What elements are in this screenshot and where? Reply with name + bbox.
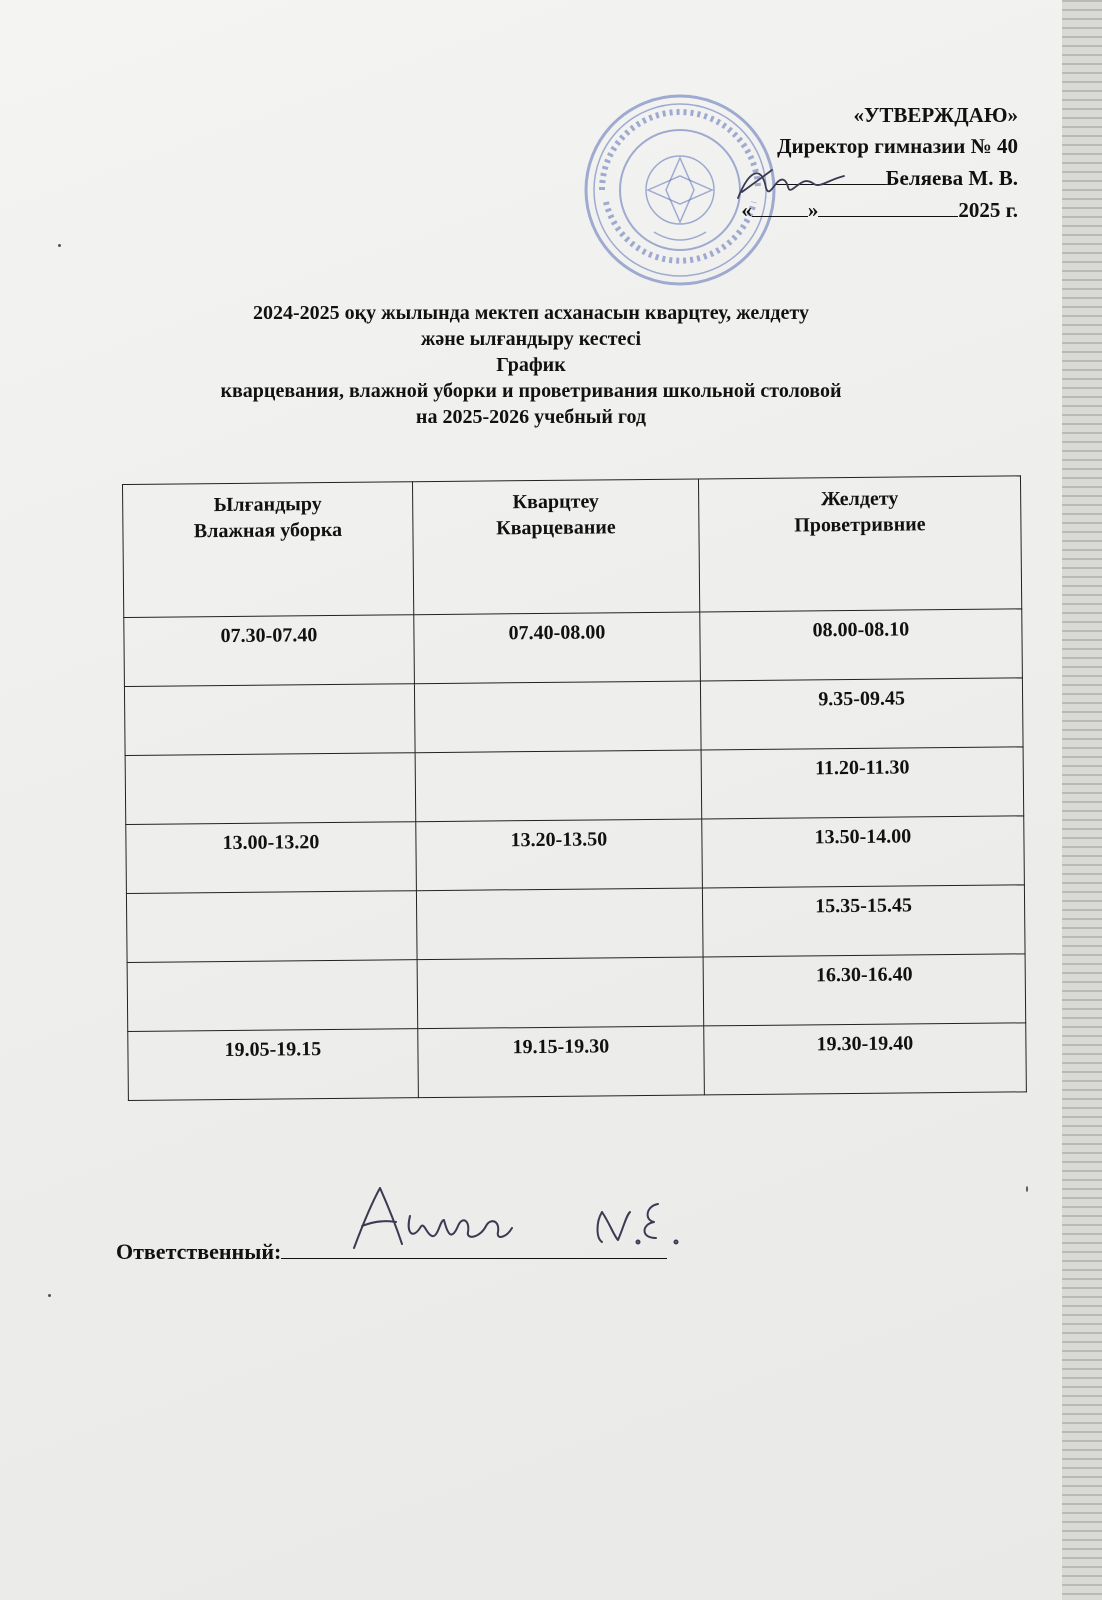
director-position: Директор гимназии № 40 (777, 134, 1018, 158)
title-kz-line-1: 2024-2025 оқу жылында мектеп асханасын кварцтеу, желдету (253, 302, 809, 324)
header-ru: Проветривние (794, 513, 926, 537)
document-titles (0, 300, 1062, 430)
schedule-table-wrap (122, 475, 1026, 1101)
cell-wet-cleaning (127, 960, 418, 1032)
header-kz: Желдету (820, 487, 899, 511)
cell-quartz (415, 750, 702, 822)
responsible-label: Ответственный: (116, 1239, 282, 1264)
date-quote-close: » (807, 198, 819, 222)
title-kz-line-2: және ылғандыру кестесі (420, 328, 642, 350)
cell-quartz (416, 888, 703, 960)
header-kz: Ылғандыру (213, 493, 322, 517)
cell-quartz (414, 681, 701, 753)
table-row (128, 1023, 1027, 1101)
title-ru-line-3: на 2025-2026 учебный год (415, 406, 647, 428)
cell-ventilation: 15.35-15.45 (702, 885, 1025, 957)
director-name: Беляева М. В. (885, 166, 1018, 190)
title-ru-line-1: График (496, 354, 566, 376)
header-ventilation (698, 476, 1021, 612)
cell-wet-cleaning: 13.00-13.20 (126, 822, 417, 894)
header-wet-cleaning (123, 482, 414, 618)
cell-quartz: 13.20-13.50 (416, 819, 703, 891)
table-row (124, 678, 1023, 756)
cell-quartz: 19.15-19.30 (418, 1026, 705, 1098)
table-row (126, 816, 1025, 894)
paper-edge (1062, 0, 1102, 1600)
header-ru: Кварцевание (496, 516, 616, 540)
table-header-row (123, 476, 1022, 618)
director-signature-icon (732, 158, 852, 218)
paper-speck (1026, 1186, 1028, 1192)
paper-speck (48, 1294, 51, 1297)
cell-wet-cleaning (124, 684, 415, 756)
cell-wet-cleaning (125, 753, 416, 825)
header-ru: Влажная уборка (193, 518, 343, 543)
title-ru-line-2: кварцевания, влажной уборки и проветривания школьной столовой (220, 380, 842, 402)
cell-wet-cleaning (126, 891, 417, 963)
cell-wet-cleaning: 19.05-19.15 (128, 1029, 419, 1101)
approval-year: 2025 г. (958, 198, 1018, 222)
schedule-table (122, 475, 1027, 1101)
table-row (125, 747, 1024, 825)
approval-heading: «УТВЕРЖДАЮ» (853, 103, 1018, 127)
cell-ventilation: 08.00-08.10 (700, 609, 1023, 681)
header-quartz (412, 479, 699, 615)
cell-ventilation: 19.30-19.40 (704, 1023, 1027, 1095)
responsible-signature-icon (340, 1176, 720, 1266)
cell-ventilation: 9.35-09.45 (700, 678, 1023, 750)
table-row (126, 885, 1025, 963)
header-kz: Кварцтеу (512, 490, 599, 514)
cell-quartz: 07.40-08.00 (414, 612, 701, 684)
table-row (127, 954, 1026, 1032)
date-quote-open: « (741, 198, 752, 222)
table-row (124, 609, 1023, 687)
cell-quartz (417, 957, 704, 1029)
cell-ventilation: 11.20-11.30 (701, 747, 1024, 819)
paper-speck (58, 244, 61, 247)
cell-ventilation: 16.30-16.40 (703, 954, 1026, 1026)
cell-ventilation: 13.50-14.00 (702, 816, 1025, 888)
cell-wet-cleaning: 07.30-07.40 (124, 615, 415, 687)
